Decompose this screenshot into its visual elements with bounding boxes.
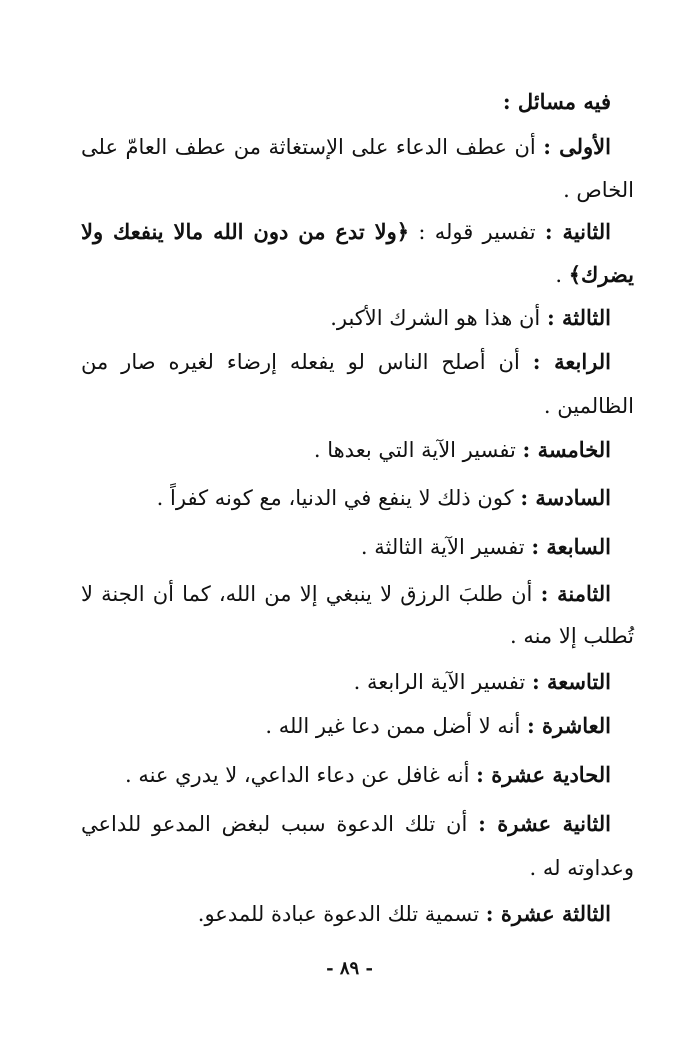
issue-13-line <box>81 898 611 930</box>
issue-10-line <box>81 710 611 742</box>
issue-2-continuation <box>104 259 634 291</box>
issue-12-cont-text: وعداوته له . <box>529 856 634 880</box>
issue-6-line <box>81 482 611 514</box>
issue-4-line <box>81 346 611 378</box>
issue-3-line <box>81 302 611 334</box>
issue-5-text: تفسير الآية التي بعدها . <box>313 438 516 462</box>
issue-13-label: الثالثة عشرة : <box>485 901 611 926</box>
issue-11-line <box>81 759 611 791</box>
issue-6-text: كون ذلك لا ينفع في الدنيا، مع كونه كفراً . <box>156 486 514 510</box>
issue-4-text: أن أصلح الناس لو يفعله إرضاء لغيره صار من <box>81 350 520 374</box>
issue-8-line <box>81 578 611 610</box>
issue-9-label: التاسعة : <box>531 669 611 694</box>
issue-3-label: الثالثة : <box>546 305 611 330</box>
issue-12-text: أن تلك الدعوة سبب لبغض المدعو للداعي <box>81 812 468 836</box>
issue-10-text: أنه لا أضل ممن دعا غير الله . <box>265 714 521 738</box>
issue-1-continuation <box>104 174 634 206</box>
issue-5-line <box>81 434 611 466</box>
intro-line <box>81 86 611 118</box>
issue-12-label: الثانية عشرة : <box>478 811 611 836</box>
issue-7-line <box>81 531 611 563</box>
issue-12-continuation <box>104 852 634 884</box>
issue-2-cont-quote: يضرك﴾ <box>568 262 634 287</box>
issue-7-label: السابعة : <box>531 534 611 559</box>
issue-2-text: تفسير قوله : <box>418 220 536 244</box>
issue-10-label: العاشرة : <box>526 713 611 738</box>
issue-11-label: الحادية عشرة : <box>476 762 611 787</box>
issue-12-line <box>81 808 611 840</box>
issue-8-cont-text: تُطلب إلا منه . <box>509 624 634 648</box>
issue-8-label: الثامنة : <box>540 581 611 606</box>
issue-3-text: أن هذا هو الشرك الأكبر. <box>330 306 541 330</box>
page-number: - ٨٩ - <box>326 958 373 979</box>
issue-2-line <box>81 216 611 248</box>
issue-8-continuation <box>104 620 634 652</box>
issue-2-quote: ﴿ولا تدع من دون الله مالا ينفعك ولا <box>81 219 410 244</box>
issue-1-label: الأولى : <box>543 134 611 159</box>
issue-2-cont-text: . <box>555 263 569 287</box>
issue-1-line <box>81 131 611 163</box>
issue-4-label: الرابعة : <box>532 349 611 374</box>
issue-9-line <box>81 666 611 698</box>
issue-13-text: تسمية تلك الدعوة عبادة للمدعو. <box>197 902 480 926</box>
issue-11-text: أنه غافل عن دعاء الداعي، لا يدري عنه . <box>124 763 470 787</box>
issue-9-text: تفسير الآية الرابعة . <box>353 670 526 694</box>
issue-4-cont-text: الظالمين . <box>543 394 634 418</box>
issue-6-label: السادسة : <box>520 485 611 510</box>
intro-text: فيه مسائل : <box>502 89 611 114</box>
issue-4-continuation <box>104 390 634 422</box>
issue-5-label: الخامسة : <box>522 437 611 462</box>
issue-2-label: الثانية : <box>544 219 611 244</box>
issue-1-cont-text: الخاص . <box>563 178 634 202</box>
issue-8-text: أن طلبَ الرزق لا ينبغي إلا من الله، كما أن الجنة لا <box>81 582 533 606</box>
issue-1-text: أن عطف الدعاء على الإستغاثة من عطف العامّ على <box>81 135 536 159</box>
issue-7-text: تفسير الآية الثالثة . <box>360 535 525 559</box>
